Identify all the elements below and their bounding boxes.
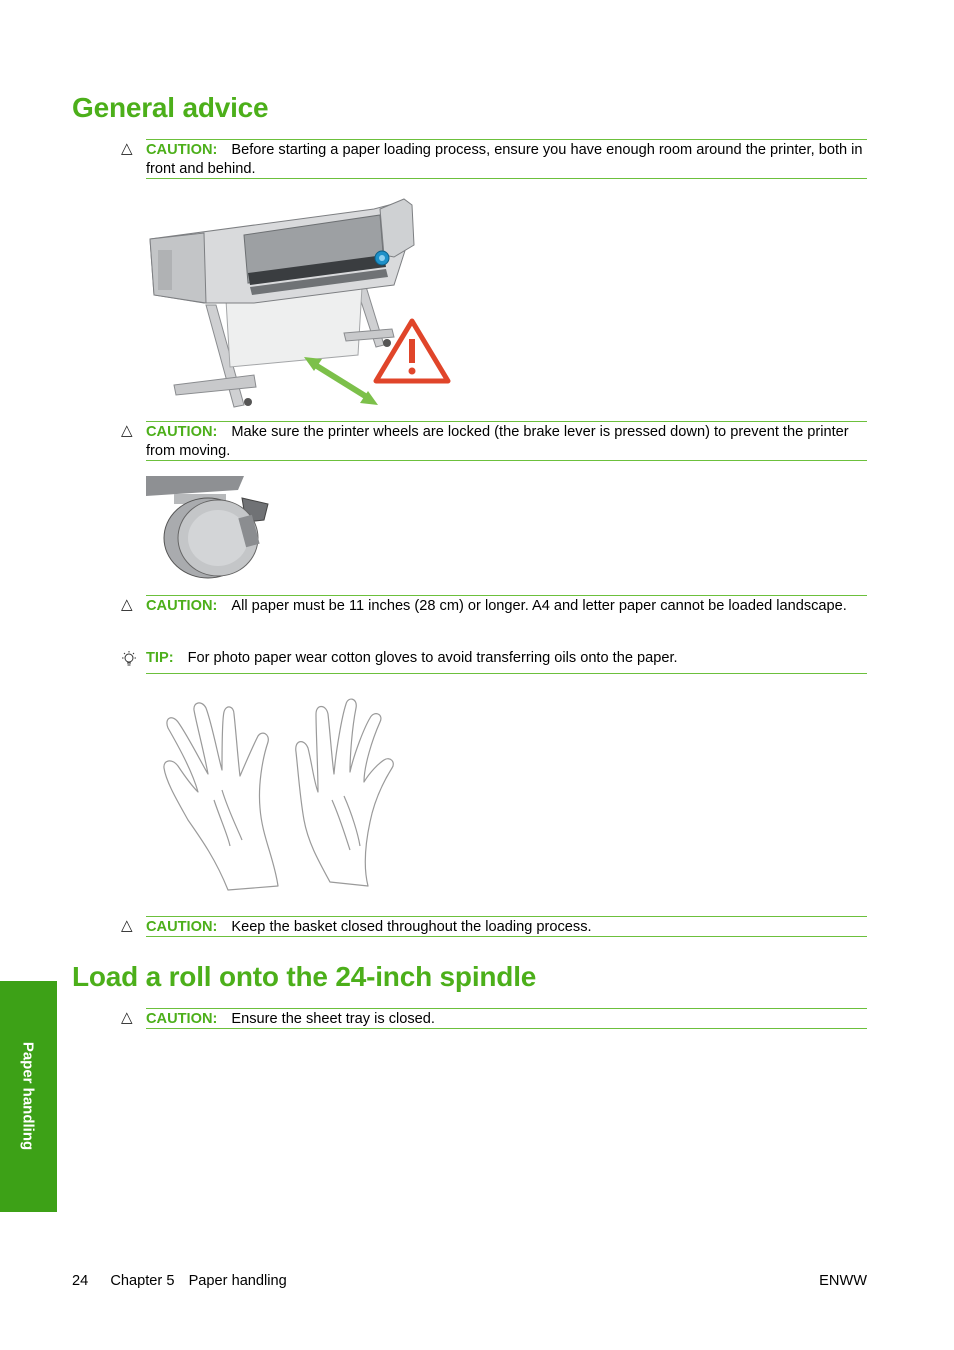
section-title-general-advice: General advice	[72, 92, 269, 123]
footer-chapter: Chapter 5	[110, 1273, 175, 1289]
tip-label: TIP:	[146, 650, 174, 666]
tip-lightbulb-icon	[120, 650, 138, 668]
caution-triangle-icon: △	[121, 917, 133, 934]
caution-note	[146, 139, 867, 179]
caution-label: CAUTION:	[146, 142, 218, 158]
caution-text: Keep the basket closed throughout the loading process.	[231, 919, 592, 935]
tip-note	[146, 648, 867, 674]
footer-left	[72, 1273, 287, 1289]
caution-triangle-icon: △	[121, 422, 133, 439]
side-tab-label: Paper handling	[19, 1041, 37, 1151]
caution-label: CAUTION:	[146, 598, 218, 614]
caution-note	[146, 1008, 867, 1029]
caution-text: Ensure the sheet tray is closed.	[231, 1011, 435, 1027]
caution-label: CAUTION:	[146, 424, 218, 440]
footer-chapter-title: Paper handling	[188, 1273, 287, 1289]
footer-right: ENWW	[819, 1273, 867, 1289]
tip-text: For photo paper wear cotton gloves to avoid transferring oils onto the paper.	[187, 650, 678, 666]
wheel-brake-illustration	[146, 476, 270, 580]
printer-illustration	[144, 195, 454, 415]
caution-text: Before starting a paper loading process, ensure you have enough room around the printer, both in front and behind.	[146, 142, 863, 177]
page-number: 24	[72, 1273, 89, 1289]
caution-triangle-icon: △	[121, 596, 133, 613]
caution-triangle-icon: △	[121, 140, 133, 157]
caution-triangle-icon: △	[121, 1009, 133, 1026]
caution-text: Make sure the printer wheels are locked (the brake lever is pressed down) to prevent the printer from moving.	[146, 424, 849, 459]
caution-note	[146, 595, 867, 635]
caution-label: CAUTION:	[146, 1011, 218, 1027]
caution-text: All paper must be 11 inches (28 cm) or longer. A4 and letter paper cannot be loaded landscape.	[231, 598, 847, 614]
side-chapter-tab	[0, 981, 57, 1212]
caution-note	[146, 916, 867, 937]
caution-label: CAUTION:	[146, 919, 218, 935]
section-title-load-roll: Load a roll onto the 24-inch spindle	[72, 961, 537, 992]
caution-note	[146, 421, 867, 461]
gloves-illustration	[158, 690, 430, 898]
